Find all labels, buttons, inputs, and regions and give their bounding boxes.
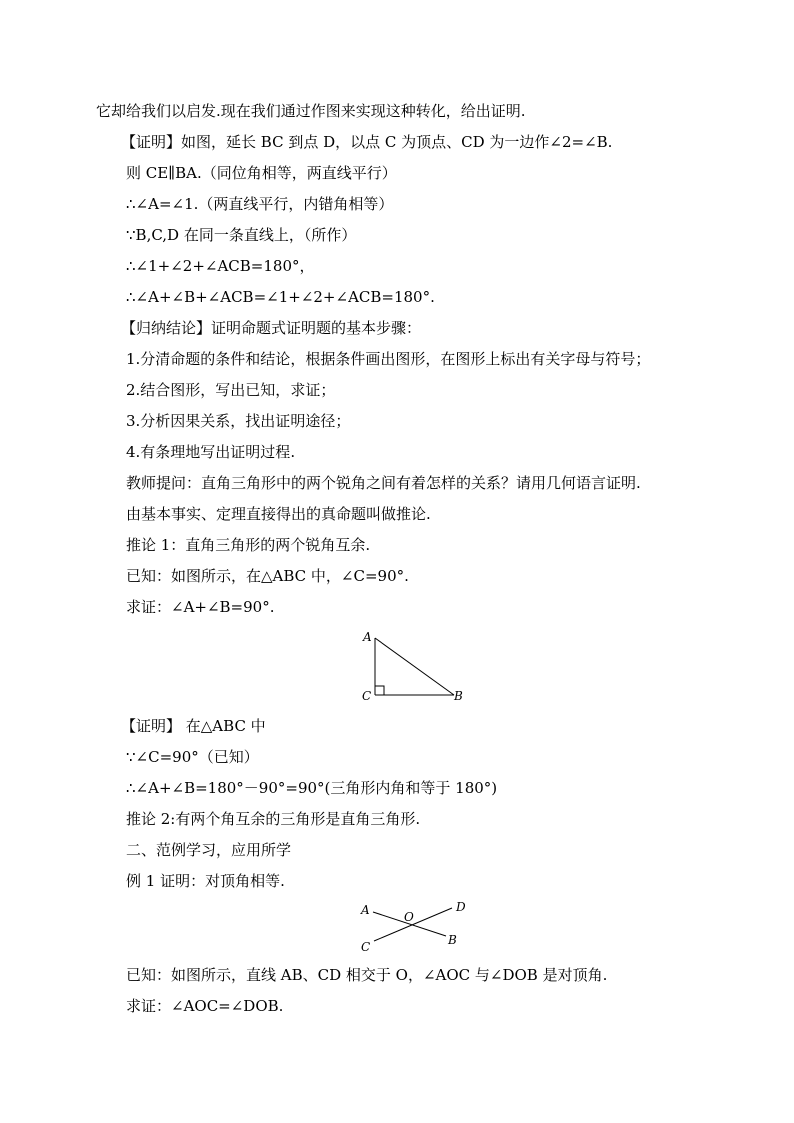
point-label-o: O bbox=[404, 910, 414, 924]
text-line-8: 【归纳结论】证明命题式证明题的基本步骤： bbox=[121, 319, 422, 337]
text-line-12: 4.有条理地写出证明过程. bbox=[126, 443, 296, 461]
point-label-a: A bbox=[361, 903, 370, 917]
text-line-9: 1.分清命题的条件和结论，根据条件画出图形，在图形上标出有关字母与符号； bbox=[126, 350, 651, 368]
text-line-19: ∵∠C=90°（已知） bbox=[126, 748, 259, 766]
intersecting-lines-figure bbox=[352, 896, 472, 958]
text-line-4: ∴∠A=∠1.（两直线平行，内错角相等） bbox=[126, 195, 394, 213]
text-line-20: ∴∠A+∠B=180°－90°=90°(三角形内角和等于 180°) bbox=[126, 779, 498, 797]
text-line-7: ∴∠A+∠B+∠ACB=∠1+∠2+∠ACB=180°. bbox=[126, 288, 435, 306]
text-line-18: 【证明】 在△ABC 中 bbox=[121, 717, 266, 735]
text-line-21: 推论 2:有两个角互余的三角形是直角三角形. bbox=[126, 810, 421, 828]
text-line-1: 它却给我们以启发.现在我们通过作图来实现这种转化，给出证明. bbox=[96, 102, 526, 120]
text-line-11: 3.分析因果关系，找出证明途径； bbox=[126, 412, 351, 430]
right-angle-mark bbox=[375, 686, 384, 695]
triangle-side-ab bbox=[375, 638, 454, 695]
text-line-22: 二、范例学习，应用所学 bbox=[126, 841, 292, 859]
text-line-25: 求证：∠AOC=∠DOB. bbox=[126, 997, 284, 1015]
text-line-15: 推论 1：直角三角形的两个锐角互余. bbox=[126, 536, 371, 554]
point-label-c: C bbox=[361, 940, 371, 954]
text-line-5: ∵B,C,D 在同一条直线上，（所作） bbox=[126, 226, 357, 244]
point-label-b: B bbox=[448, 933, 457, 947]
text-line-14: 由基本事实、定理直接得出的真命题叫做推论. bbox=[126, 505, 431, 523]
text-line-3: 则 CE∥BA.（同位角相等，两直线平行） bbox=[126, 164, 397, 182]
vertex-label-b: B bbox=[454, 689, 463, 703]
vertex-label-a: A bbox=[363, 630, 372, 644]
text-line-24: 已知：如图所示，直线 AB、CD 相交于 O，∠AOC 与∠DOB 是对顶角. bbox=[126, 966, 608, 984]
text-line-6: ∴∠1+∠2+∠ACB=180°， bbox=[126, 257, 315, 275]
text-line-17: 求证：∠A+∠B=90°. bbox=[126, 598, 275, 616]
text-line-2: 【证明】如图，延长 BC 到点 D，以点 C 为顶点、CD 为一边作∠2=∠B. bbox=[121, 133, 613, 151]
vertex-label-c: C bbox=[362, 689, 372, 703]
text-line-10: 2.结合图形，写出已知，求证； bbox=[126, 381, 336, 399]
text-line-23: 例 1 证明：对顶角相等. bbox=[126, 872, 285, 890]
right-triangle-figure bbox=[355, 628, 470, 706]
point-label-d: D bbox=[456, 900, 466, 914]
text-line-13: 教师提问：直角三角形中的两个锐角之间有着怎样的关系？请用几何语言证明. bbox=[126, 474, 641, 492]
text-line-16: 已知：如图所示，在△ABC 中，∠C=90°. bbox=[126, 567, 409, 585]
